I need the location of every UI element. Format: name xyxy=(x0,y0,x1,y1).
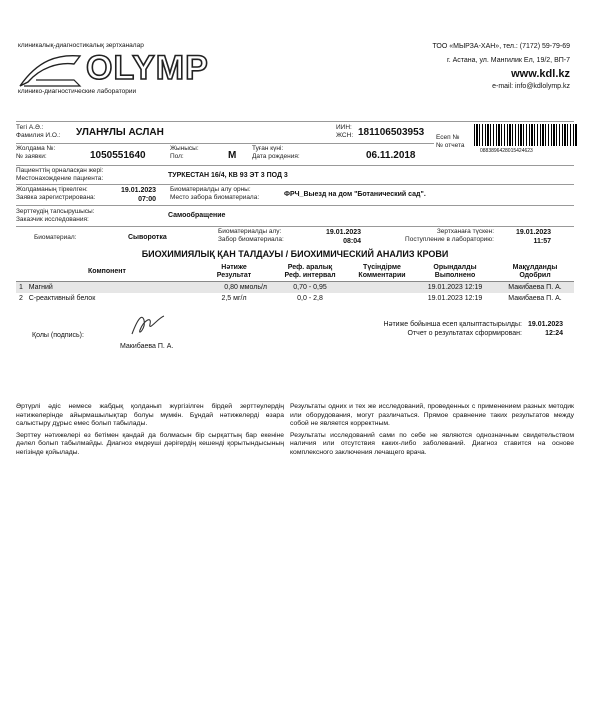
company-email[interactable]: e-mail: info@kdlolymp.kz xyxy=(492,83,570,90)
table-row xyxy=(16,282,574,294)
report-formed-datetime: 19.01.2023 12:24 xyxy=(528,321,564,337)
row-ref: 0,0 - 2,8 xyxy=(297,295,323,302)
lab-logo xyxy=(18,42,209,102)
row-component: 2 С-реактивный белок xyxy=(19,295,96,302)
collection-place: ФРЧ_Выезд на дом "Ботанический сад". xyxy=(284,191,426,198)
results-table xyxy=(16,263,574,304)
sex-label: Жынысы: Пол: xyxy=(170,145,199,160)
iin-label: ИИН: ЖСН: xyxy=(336,124,354,139)
company-line: ТОО «МЫРЗА-ХАН», тел.: (7172) 59-79-69 xyxy=(432,43,570,50)
row-component: 1 Магний xyxy=(16,282,198,294)
customer-label: Зерттеудің тапсырушысы: Заказчик исследования: xyxy=(16,208,95,223)
collection-place-label: Биоматериалды алу орны: Место забора биоматериала: xyxy=(170,186,260,201)
col-approved: Мақұлданды Одобрил xyxy=(496,263,574,282)
col-component: Компонент xyxy=(16,263,198,282)
lab-name-kz: клиникалық-диагностикалық зертханалар xyxy=(18,42,144,49)
report-formed-label: Нәтиже бойынша есеп қалыптастырылды: Отчет о результатах сформирован: xyxy=(383,321,522,337)
barcode-image xyxy=(474,124,578,146)
row-comment xyxy=(350,293,414,304)
company-website[interactable]: www.kdl.kz xyxy=(511,68,570,80)
patient-name: УЛАНҰЛЫ АСЛАН xyxy=(76,127,164,138)
name-label: Тегі А.Ә.: Фамилия И.О.: xyxy=(16,124,61,139)
col-comment: Түсіндірме Комментарии xyxy=(350,263,414,282)
lab-name-ru: клинико-диагностические лаборатории xyxy=(18,88,137,95)
order-label: Жолдама №: № заявки: xyxy=(16,145,56,160)
footer-ru: Результаты одних и тех же исследований, проведенных с применением разных методик или оборудования, могут различаться. Прямое сравнение таких результатов между собой не является корректным. Результаты исследований сами по себе не являются однозначным свидетельством наличия или отсутствия каких-либо заболеваний. Диагноз ставится на основе комплексного заключения лечащего врача. xyxy=(290,403,574,456)
row-approved: Макибаева П. А. xyxy=(496,282,574,294)
col-ref: Реф. аралық Реф. интервал xyxy=(270,263,350,282)
row-comment xyxy=(350,282,414,294)
row-done: 19.01.2023 12:19 xyxy=(414,282,496,294)
patient-dob: 06.11.2018 xyxy=(366,150,416,161)
biomaterial: Сыворотка xyxy=(128,234,167,241)
section-title: БИОХИМИЯЛЫҚ ҚАН ТАЛДАУЫ / БИОХИМИЧЕСКИЙ АНАЛИЗ КРОВИ xyxy=(141,249,449,259)
col-done: Орындалды Выполнено xyxy=(414,263,496,282)
registered-label: Жолдаманың тіркелген: Заявка зарегистрирована: xyxy=(16,186,96,201)
signature-icon xyxy=(128,310,168,340)
collect-label: Биоматериалды алу: Забор биоматериала: xyxy=(218,228,284,243)
footer-kz: Әртүрлі әдіс немесе жабдық қолданып жүргізілген бірдей зерттеулердің нәтижелерінде айырмашылықтар болуы мүмкін. Бұндай нәтижелерді өзара салыстыру дұрыс емес болып табылады. Зерттеу нәтижелері өз бетімен қандай да болмасын бір сырқаттың бар екеніне дәлел болып табылмайды. Диагноз емдеуші дәрігердің кешенді қорытындысының негізінде қойылады. xyxy=(16,403,284,456)
arrival-datetime: 19.01.2023 11:57 xyxy=(516,229,552,245)
signature-label: Қолы (подпись): xyxy=(32,332,84,339)
collect-datetime: 19.01.2023 08:04 xyxy=(326,229,362,245)
logo-wordmark: OLYMP xyxy=(86,49,209,87)
row-ref: 0,70 - 0,95 xyxy=(270,282,350,294)
arrival-label: Зертханаға түскен: Поступление в лабораторию: xyxy=(405,228,494,243)
row-approved: Макибаева П. А. xyxy=(508,295,562,302)
company-address: г. Астана, ул. Мангилик Ел, 19/2, ВП-7 xyxy=(447,57,570,64)
row-result: 2,5 мг/л xyxy=(221,295,247,302)
order-number: 1050551640 xyxy=(90,150,146,161)
registered-datetime: 19.01.2023 07:00 xyxy=(121,187,157,203)
row-result: 0,80 ммоль/л xyxy=(198,282,270,294)
dob-label: Туған күні: Дата рождения: xyxy=(252,145,300,160)
report-label: Есеп № № отчета xyxy=(436,134,465,149)
customer: Самообращение xyxy=(168,212,226,219)
patient-sex: М xyxy=(228,150,237,161)
patient-iin: 181106503953 xyxy=(358,127,425,138)
location-label: Пациенттің орналасқан жері: Местонахождение пациента: xyxy=(16,167,104,182)
signature-name: Макибаева П. А. xyxy=(120,343,174,350)
biomaterial-label: Биоматериал: xyxy=(34,234,77,241)
company-info xyxy=(432,42,570,91)
table-row xyxy=(16,293,574,304)
barcode-number: 0883896428015424623 xyxy=(480,148,533,154)
table-header-row xyxy=(16,263,574,282)
patient-location: ТУРКЕСТАН 16/4, КВ 93 ЭТ 3 ПОД 3 xyxy=(168,172,288,179)
row-done: 19.01.2023 12:19 xyxy=(427,295,483,302)
col-result: Нәтиже Результат xyxy=(198,263,270,282)
